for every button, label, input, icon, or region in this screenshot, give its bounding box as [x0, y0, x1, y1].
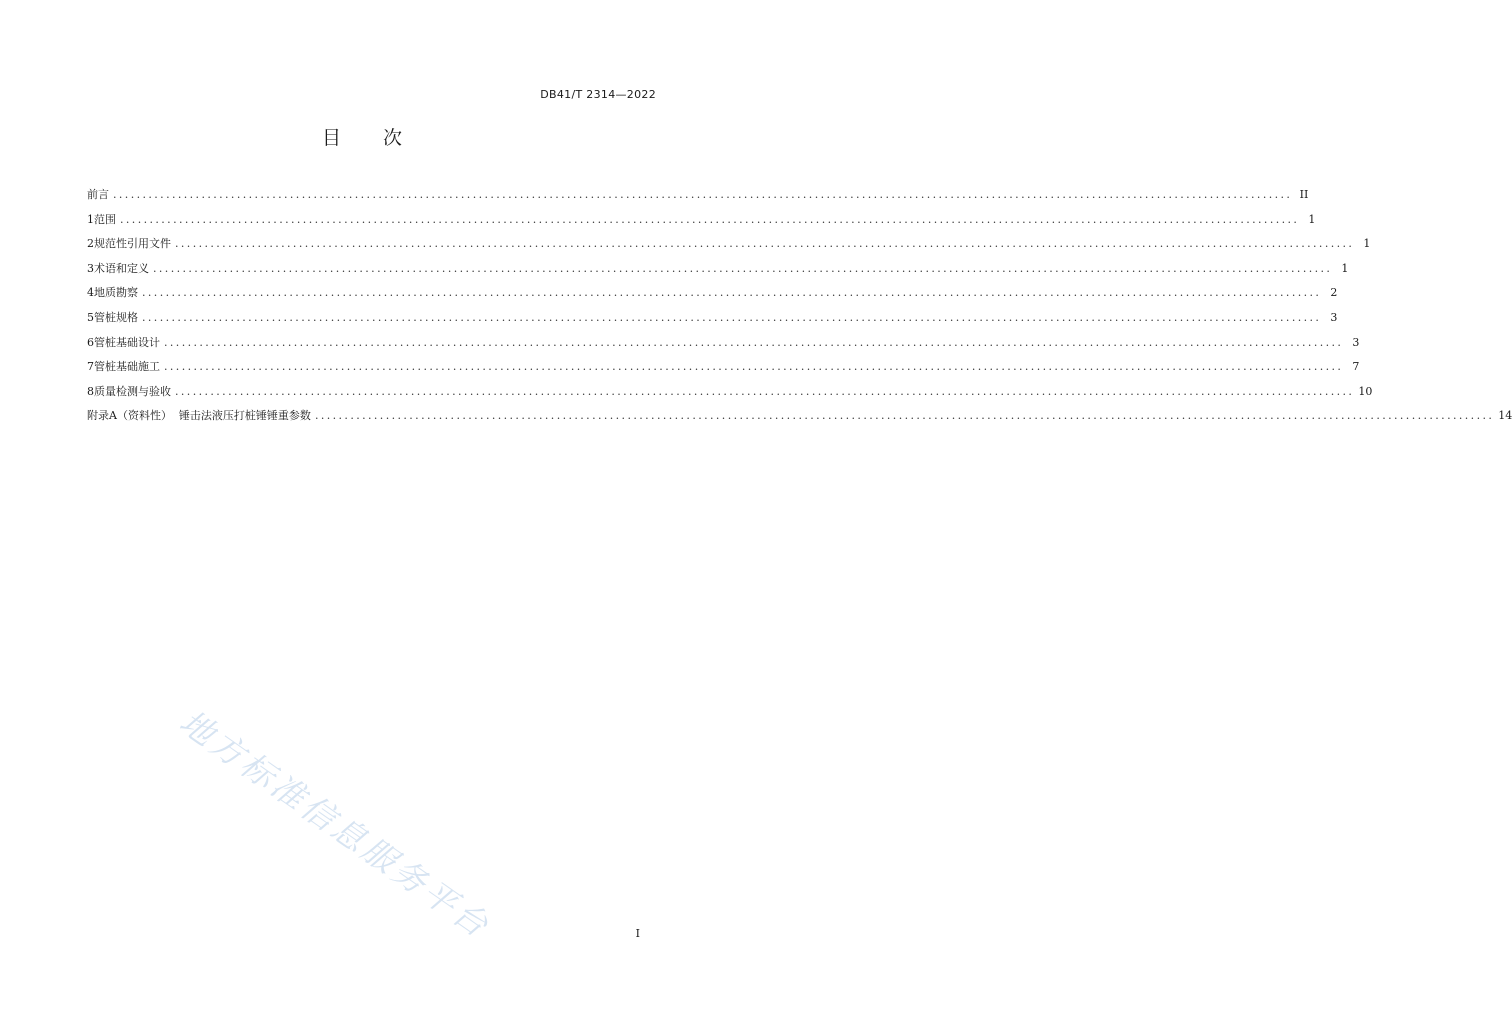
toc-entry-appendix-a[interactable]: [87, 407, 1512, 432]
toc-entry-title: 管桩基础施工: [94, 360, 160, 374]
toc-entry-title: 范围: [94, 212, 116, 226]
toc-entry-number: 5: [87, 310, 94, 324]
toc-dot-leader: ........................................................................................................................................................................................................: [113, 188, 1293, 201]
toc-entry-title: 术语和定义: [94, 261, 149, 275]
standard-code: DB41/T 2314—2022: [540, 88, 656, 101]
toc-dot-leader: ........................................................................................................................................................................................................: [164, 335, 1344, 349]
toc-dot-leader: ........................................................................................................................................................................................................: [142, 310, 1322, 324]
table-of-contents: [87, 186, 1512, 432]
toc-entry-terms-definitions[interactable]: [87, 260, 1349, 285]
toc-entry-number: 3: [87, 261, 94, 275]
toc-entry-scope[interactable]: [87, 211, 1316, 236]
toc-entry-pile-specifications[interactable]: [87, 309, 1338, 334]
toc-dot-leader: ........................................................................................................................................................................................................: [120, 212, 1300, 226]
toc-page-number: 14: [1498, 409, 1512, 423]
toc-page-number: II: [1299, 188, 1309, 201]
toc-page-number: 1: [1341, 261, 1349, 275]
title-char-1: 目: [321, 127, 341, 149]
toc-page-number: 1: [1308, 212, 1316, 226]
toc-dot-leader: ........................................................................................................................................................................................................: [164, 360, 1344, 374]
toc-entry-foundation-design[interactable]: [87, 334, 1360, 359]
toc-entry-geological-survey[interactable]: [87, 284, 1338, 309]
page-title: [0, 123, 724, 150]
toc-entry-number: 7: [87, 360, 94, 374]
page-number: I: [635, 927, 640, 940]
toc-entry-normative-references[interactable]: [87, 235, 1371, 260]
toc-entry-foundation-construction[interactable]: [87, 358, 1360, 383]
toc-entry-title: 管桩规格: [94, 310, 138, 324]
toc-entry-title: 附录A（资料性） 锤击法液压打桩锤锤重参数: [87, 409, 311, 423]
toc-page-number: 2: [1330, 286, 1338, 300]
toc-dot-leader: ........................................................................................................................................................................................................: [142, 286, 1322, 300]
toc-dot-leader: ........................................................................................................................................................................................................: [175, 237, 1355, 251]
toc-page-number: 3: [1330, 310, 1338, 324]
title-char-2: 次: [383, 127, 403, 149]
toc-entry-title: 管桩基础设计: [94, 335, 160, 349]
toc-entry-title: 地质勘察: [94, 286, 138, 300]
toc-entry-title: 前言: [87, 188, 109, 201]
toc-entry-foreword[interactable]: [87, 186, 1309, 211]
toc-dot-leader: ........................................................................................................................................................................................................: [314, 409, 1495, 423]
toc-entry-quality-inspection[interactable]: [87, 383, 1373, 408]
toc-page-number: 1: [1363, 237, 1371, 251]
toc-entry-number: 2: [87, 237, 94, 251]
toc-page-number: 7: [1352, 360, 1360, 374]
toc-dot-leader: ........................................................................................................................................................................................................: [153, 261, 1333, 275]
toc-dot-leader: ........................................................................................................................................................................................................: [175, 384, 1355, 398]
toc-entry-number: 1: [87, 212, 94, 226]
toc-entry-number: 6: [87, 335, 94, 349]
toc-page-number: 3: [1352, 335, 1360, 349]
toc-entry-number: 8: [87, 384, 94, 398]
toc-entry-title: 质量检测与验收: [94, 384, 171, 398]
toc-entry-title: 规范性引用文件: [94, 237, 171, 251]
toc-entry-number: 4: [87, 286, 94, 300]
watermark: 地方标准信息服务平台: [172, 702, 499, 947]
toc-page-number: 10: [1358, 384, 1373, 398]
